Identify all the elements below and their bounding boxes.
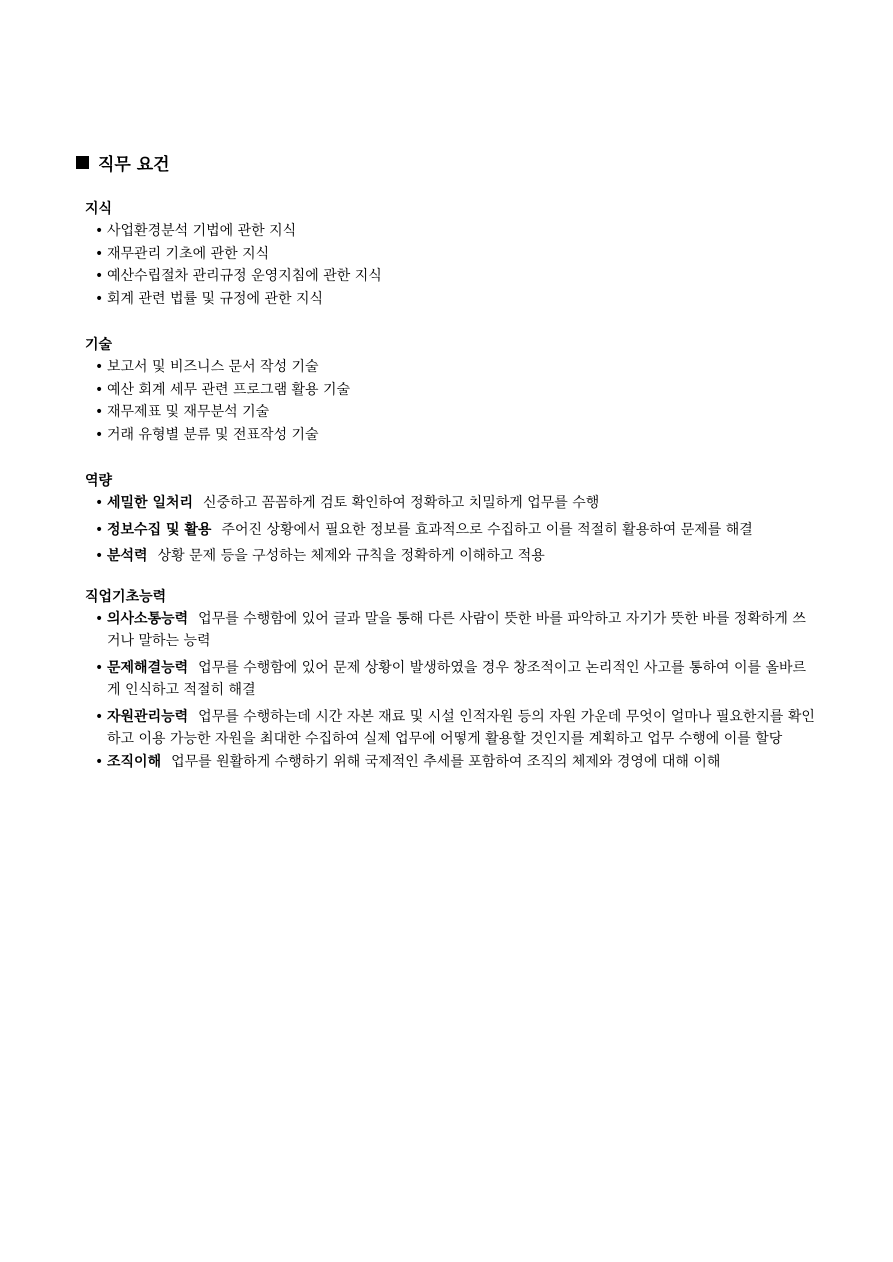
section-title: 역량	[85, 473, 113, 489]
description: 업무를 수행하는데 시간 자본 재료 및 시설 인적자원 등의 자원 가운데 무엇이 얼마나 필요한지를 확인하고 이용 가능한 자원을 최대한 수집하여 실제 업무에 어떻게 활용할 것인지를 계획하고 업무 수행에 이를 할당	[107, 708, 815, 747]
bullet-icon: •	[95, 223, 104, 239]
bullet-icon: •	[95, 659, 104, 676]
term: 자원관리능력	[107, 708, 189, 725]
list-item	[95, 706, 816, 751]
competency-section	[85, 470, 816, 568]
bullet-icon: •	[95, 753, 104, 770]
description: 업무를 수행함에 있어 문제 상황이 발생하였을 경우 창조적이고 논리적인 사고를 통하여 이를 올바르게 인식하고 적절히 해결	[107, 659, 807, 698]
basic-skills-section	[85, 586, 816, 774]
term: 조직이해	[107, 753, 162, 770]
term: 의사소통능력	[107, 610, 189, 627]
bullet-icon: •	[95, 359, 104, 375]
heading-text: 직무 요건	[98, 154, 170, 175]
list-item: • 재무제표 및 재무분석 기술	[95, 401, 816, 424]
list-item: • 예산수립절차 관리규정 운영지침에 관한 지식	[95, 265, 816, 288]
list-item	[95, 608, 816, 653]
list-item	[95, 545, 816, 568]
list-item	[95, 492, 816, 515]
job-requirements-heading	[76, 148, 816, 176]
bullet-icon: •	[95, 426, 104, 443]
list-item: • 사업환경분석 기법에 관한 지식	[95, 220, 816, 243]
description: 주어진 상황에서 필요한 정보를 효과적으로 수집하고 이를 적절히 활용하여 문제를 해결	[221, 521, 753, 538]
bullet-icon: •	[95, 290, 104, 307]
term: 분석력	[107, 548, 148, 564]
list-item: • 예산 회계 세무 관련 프로그램 활용 기술	[95, 379, 816, 402]
list-item: • 회계 관련 법률 및 규정에 관한 지식	[95, 288, 816, 311]
description: 신중하고 꼼꼼하게 검토 확인하여 정확하고 치밀하게 업무를 수행	[203, 495, 600, 511]
list-item	[95, 657, 816, 702]
list-item: • 재무관리 기초에 관한 지식	[95, 243, 816, 266]
term: 문제해결능력	[107, 659, 189, 676]
bullet-icon: •	[95, 521, 104, 538]
knowledge-section	[85, 198, 816, 310]
skills-section	[85, 334, 816, 446]
section-title: 지식	[85, 201, 113, 217]
section-title: 기술	[85, 337, 113, 353]
bullet-icon: •	[95, 708, 104, 725]
description: 업무를 수행함에 있어 글과 말을 통해 다른 사람이 뜻한 바를 파악하고 자기가 뜻한 바를 정확하게 쓰거나 말하는 능력	[107, 610, 806, 649]
section-title: 직업기초능력	[85, 588, 167, 605]
bullet-icon: •	[95, 268, 104, 284]
bullet-icon: •	[95, 381, 104, 398]
list-item: • 보고서 및 비즈니스 문서 작성 기술	[95, 356, 816, 379]
term: 정보수집 및 활용	[107, 521, 212, 538]
bullet-icon: •	[95, 404, 104, 420]
bullet-icon: •	[95, 245, 104, 262]
bullet-icon: •	[95, 548, 104, 564]
term: 세밀한 일처리	[107, 495, 194, 511]
list-item	[95, 519, 816, 542]
bullet-icon: •	[95, 495, 104, 511]
list-item: • 거래 유형별 분류 및 전표작성 기술	[95, 424, 816, 447]
description: 상황 문제 등을 구성하는 체제와 규칙을 정확하게 이해하고 적용	[157, 548, 545, 564]
description: 업무를 원활하게 수행하기 위해 국제적인 추세를 포함하여 조직의 체제와 경영에 대해 이해	[171, 753, 721, 770]
bullet-icon: •	[95, 610, 104, 627]
document-page	[76, 148, 816, 773]
list-item	[95, 751, 816, 774]
black-square-icon	[76, 156, 89, 169]
